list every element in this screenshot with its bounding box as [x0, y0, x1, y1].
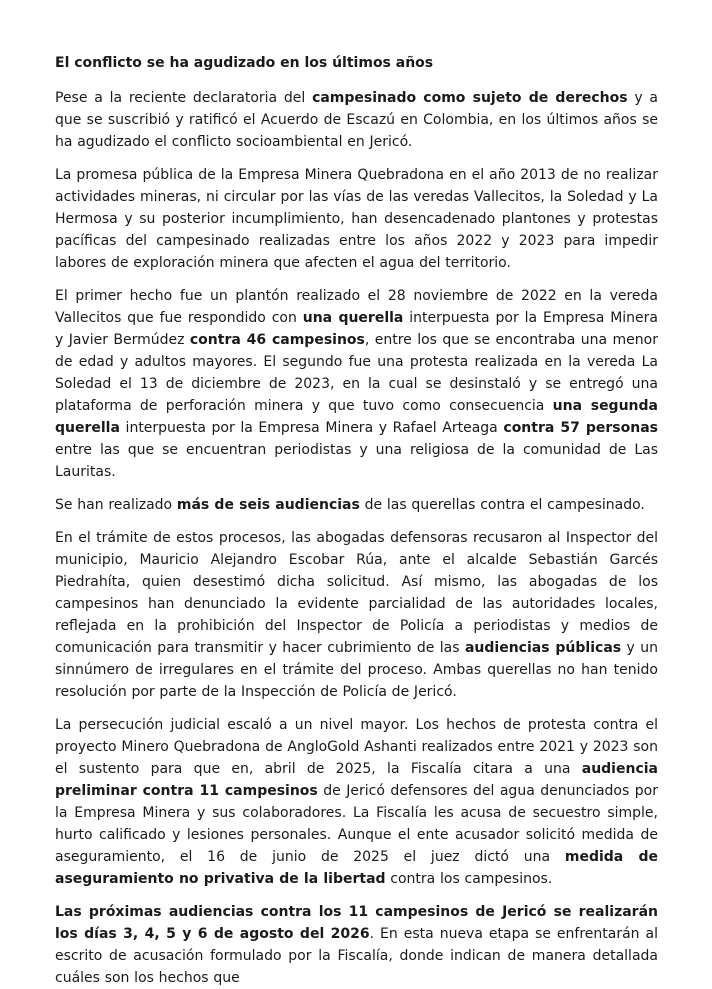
- text-span: El primer hecho fue un plantón realizado el 28 noviembre de 2022 en la vereda Vallecitos que fue respondido con: [55, 288, 658, 326]
- text-span: entre las que se encuentran periodistas y una religiosa de la comunidad de Las Lauritas.: [55, 442, 658, 480]
- bold-text: medida de aseguramiento no privativa de la libertad: [55, 849, 658, 887]
- paragraph-1: [55, 87, 658, 153]
- bold-text: contra 57 personas: [503, 420, 658, 436]
- bold-text: campesinado como sujeto de derechos: [312, 90, 628, 106]
- text-span: , entre los que se encontraba una menor de edad y adultos mayores. El segundo fue una protesta realizada en la vereda La Soledad el 13 de diciembre de 2023, en la cual se desinstaló y se entregó una plataforma de perforación minera y que tuvo como consecuencia: [55, 332, 658, 414]
- bold-text: contra 46 campesinos: [189, 332, 365, 348]
- text-span: y un sinnúmero de irregulares en el trámite del proceso. Ambas querellas no han tenido resolución por parte de la Inspección de Policía de Jericó.: [55, 640, 659, 700]
- text-span: Pese a la reciente declaratoria del: [55, 90, 313, 106]
- bold-text: una querella: [302, 310, 404, 326]
- text-span: La promesa pública de la Empresa Minera Quebradona en el año 2013 de no realizar actividades mineras, ni circular por las vías de las veredas Vallecitos, la Soledad y La Hermosa y su posterior incumplimiento, han desencadenado plantones y protestas pacíficas del campesinado realizadas entre los años 2022 y 2023 para impedir labores de exploración minera que afecten el agua del territorio.: [55, 167, 658, 271]
- paragraph-6: [55, 714, 658, 890]
- bold-text: una segunda querella: [55, 398, 658, 436]
- text-span: de Jericó defensores del agua denunciados por la Empresa Minera y sus colaboradores. La Fiscalía les acusa de secuestro simple, hurto calificado y lesiones personales. Aunque el ente acusador solicitó medida de aseguramiento, el 16 de junio de 2025 el juez dictó una: [55, 783, 658, 865]
- bold-text: Las próximas audiencias contra los 11 campesinos de Jericó se realizarán los días 3, 4, 5 y 6 de agosto del 2026: [55, 904, 658, 942]
- bold-text: más de seis audiencias: [176, 497, 360, 513]
- paragraph-2: [55, 164, 658, 274]
- text-span: Se han realizado: [55, 497, 177, 513]
- text-span: En el trámite de estos procesos, las abogadas defensoras recusaron al Inspector del municipio, Mauricio Alejandro Escobar Rúa, ante el alcalde Sebastián Garcés Piedrahíta, quien desestimó dicha solicitud. Así mismo, las abogadas de los campesinos han denunciado la evidente parcialidad de las autoridades locales, reflejada en la prohibición del Inspector de Policía a periodistas y medios de comunicación para transmitir y hacer cubrimiento de las: [55, 530, 658, 656]
- text-span: interpuesta por la Empresa Minera y Javier Bermúdez: [55, 310, 658, 348]
- section-heading: El conflicto se ha agudizado en los últimos años: [55, 55, 434, 71]
- paragraph-4: [55, 494, 658, 516]
- text-span: contra los campesinos.: [385, 871, 553, 887]
- text-span: de las querellas contra el campesinado.: [359, 497, 645, 513]
- bold-text: audiencia preliminar contra 11 campesinos: [55, 761, 658, 799]
- paragraph-5: [55, 527, 658, 703]
- paragraph-3: [55, 285, 658, 483]
- text-span: . En esta nueva etapa se enfrentarán al escrito de acusación formulado por la Fiscalía, donde indican de manera detallada cuáles son los hechos que: [55, 926, 658, 986]
- text-span: interpuesta por la Empresa Minera y Rafael Arteaga: [119, 420, 504, 436]
- text-span: La persecución judicial escaló a un nivel mayor. Los hechos de protesta contra el proyecto Minero Quebradona de AngloGold Ashanti realizados entre 2021 y 2023 son el sustento para que en, abril de 2025, la Fiscalía citara a una: [55, 717, 658, 777]
- bold-text: audiencias públicas: [464, 640, 622, 656]
- text-span: y a que se suscribió y ratificó el Acuerdo de Escazú en Colombia, en los últimos años se ha agudizado el conflicto socioambiental en Jericó.: [55, 90, 658, 150]
